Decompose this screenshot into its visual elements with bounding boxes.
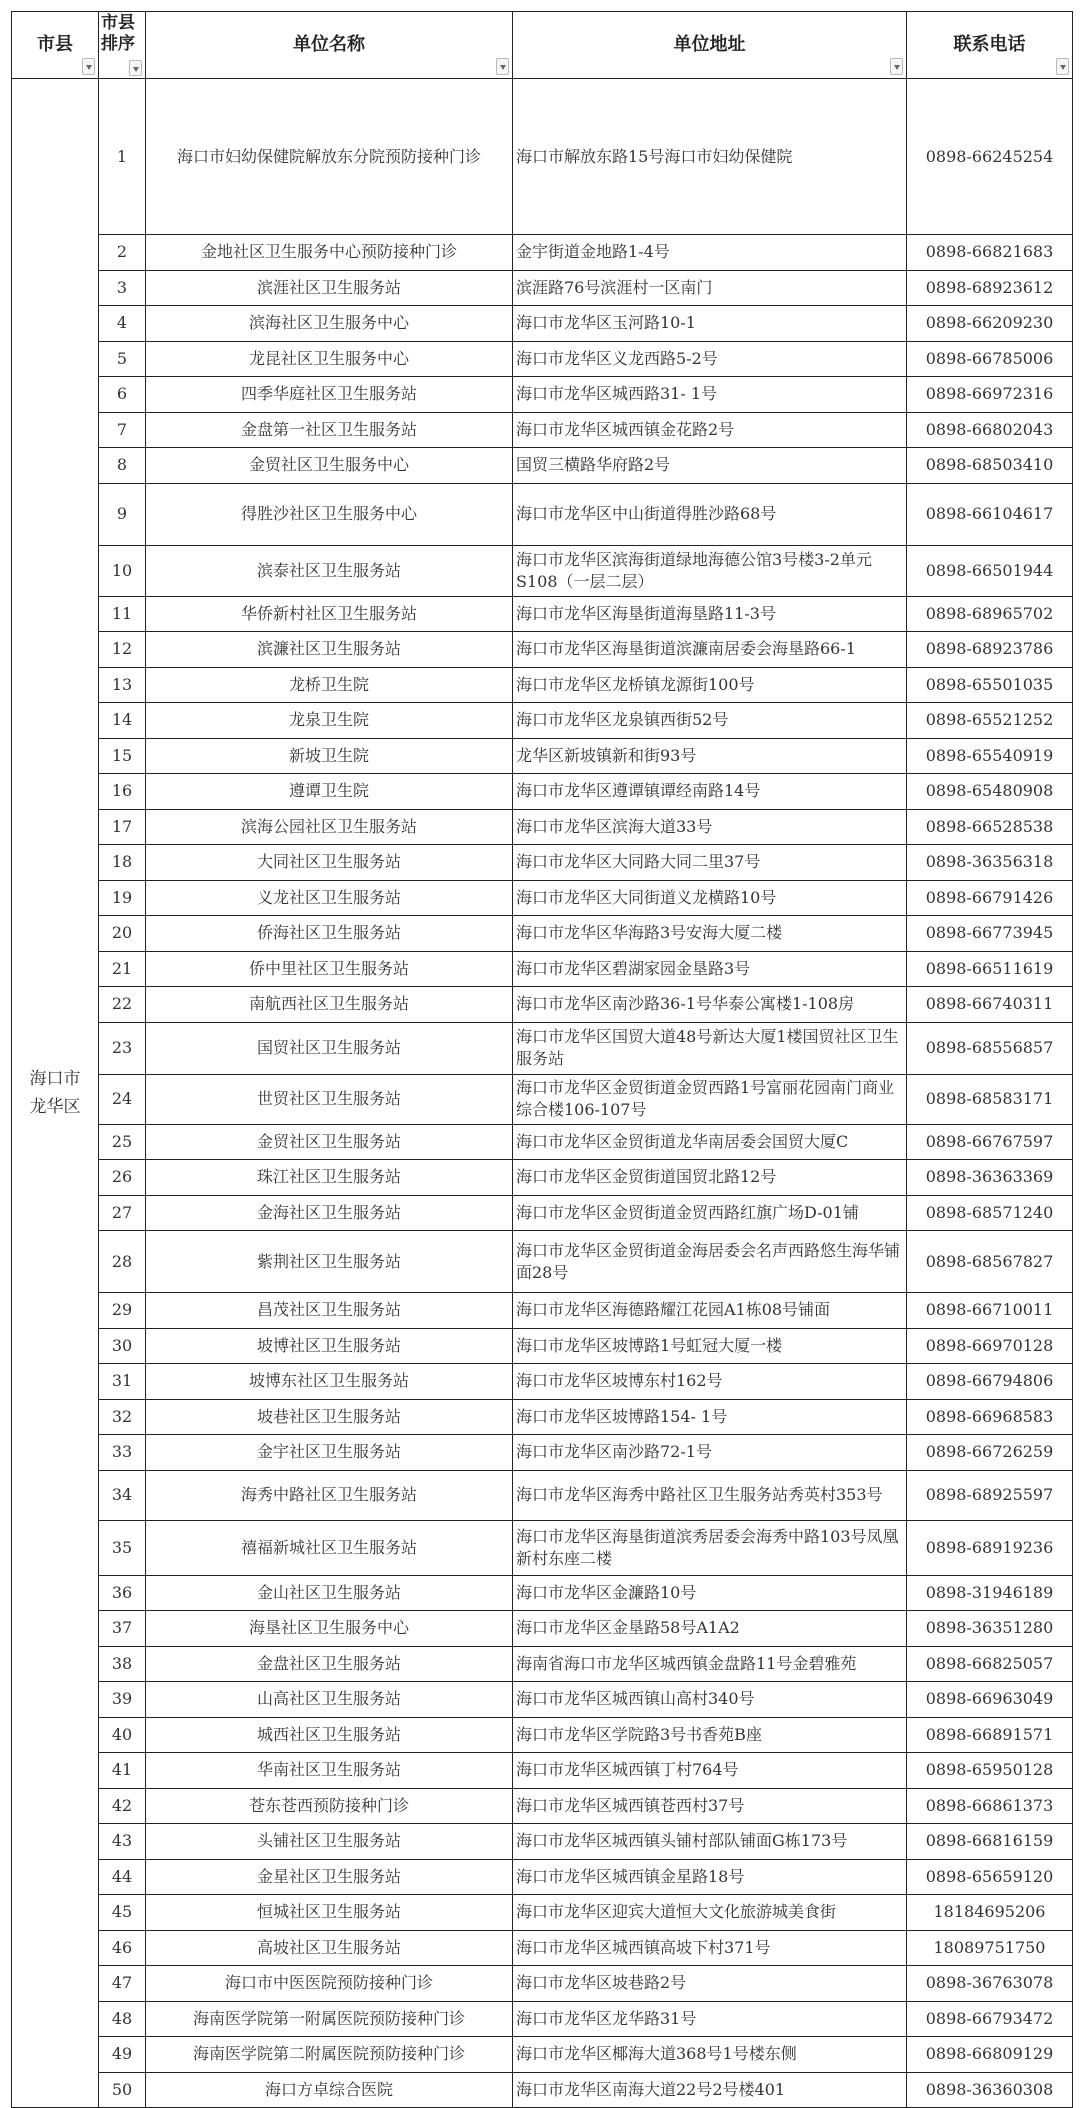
phone-cell: 0898-66972316 <box>907 377 1073 413</box>
unit-name-cell: 龙昆社区卫生服务中心 <box>146 341 513 377</box>
header-name: 单位名称 <box>146 12 513 79</box>
address-cell: 海口市龙华区义龙西路5-2号 <box>513 341 907 377</box>
order-cell: 22 <box>99 987 146 1023</box>
order-cell: 20 <box>99 916 146 952</box>
phone-cell: 0898-68923786 <box>907 632 1073 668</box>
unit-name-cell: 侨中里社区卫生服务站 <box>146 951 513 987</box>
address-cell: 海口市龙华区国贸大道48号新达大厦1楼国贸社区卫生服务站 <box>513 1022 907 1074</box>
table-row <box>12 667 1073 703</box>
table-row <box>12 1293 1073 1329</box>
order-cell: 44 <box>99 1859 146 1895</box>
table-row <box>12 412 1073 448</box>
unit-name-cell: 滨海社区卫生服务中心 <box>146 306 513 342</box>
table-row <box>12 341 1073 377</box>
table-row <box>12 738 1073 774</box>
phone-cell: 0898-66773945 <box>907 916 1073 952</box>
order-cell: 19 <box>99 880 146 916</box>
address-cell: 海口市龙华区城西镇金花路2号 <box>513 412 907 448</box>
table-row <box>12 809 1073 845</box>
table-row <box>12 448 1073 484</box>
unit-name-cell: 海口市中医医院预防接种门诊 <box>146 1966 513 2002</box>
order-cell: 23 <box>99 1022 146 1074</box>
address-cell: 海口市龙华区海垦街道滨秀居委会海秀中路103号凤凰新村东座二楼 <box>513 1520 907 1575</box>
unit-name-cell: 金贸社区卫生服务站 <box>146 1124 513 1160</box>
order-cell: 45 <box>99 1895 146 1931</box>
table-row <box>12 1435 1073 1471</box>
unit-name-cell: 新坡卫生院 <box>146 738 513 774</box>
table-row <box>12 1682 1073 1718</box>
header-address: 单位地址 <box>513 12 907 79</box>
address-cell: 海口市龙华区遵谭镇谭经南路14号 <box>513 774 907 810</box>
unit-name-cell: 坡博社区卫生服务站 <box>146 1328 513 1364</box>
unit-name-cell: 金山社区卫生服务站 <box>146 1575 513 1611</box>
address-cell: 海口市龙华区大同路大同二里37号 <box>513 845 907 881</box>
address-cell: 海口市龙华区金贸街道金贸西路红旗广场D-01铺 <box>513 1195 907 1231</box>
unit-name-cell: 世贸社区卫生服务站 <box>146 1074 513 1124</box>
filter-dropdown-icon[interactable] <box>82 58 95 75</box>
order-cell: 35 <box>99 1520 146 1575</box>
phone-cell: 0898-65659120 <box>907 1859 1073 1895</box>
order-cell: 42 <box>99 1788 146 1824</box>
unit-name-cell: 金盘第一社区卫生服务站 <box>146 412 513 448</box>
phone-cell: 0898-66501944 <box>907 545 1073 596</box>
phone-cell: 0898-66511619 <box>907 951 1073 987</box>
filter-dropdown-icon[interactable] <box>496 58 509 75</box>
address-cell: 海口市龙华区海秀中路社区卫生服务站秀英村353号 <box>513 1470 907 1520</box>
unit-name-cell: 金贸社区卫生服务中心 <box>146 448 513 484</box>
order-cell: 46 <box>99 1930 146 1966</box>
phone-cell: 0898-65501035 <box>907 667 1073 703</box>
table-body <box>12 79 1073 2108</box>
unit-name-cell: 恒城社区卫生服务站 <box>146 1895 513 1931</box>
unit-name-cell: 紫荆社区卫生服务站 <box>146 1231 513 1293</box>
order-cell: 49 <box>99 2037 146 2073</box>
order-cell: 13 <box>99 667 146 703</box>
order-cell: 5 <box>99 341 146 377</box>
order-cell: 15 <box>99 738 146 774</box>
order-cell: 11 <box>99 596 146 632</box>
order-cell: 43 <box>99 1824 146 1860</box>
phone-cell: 0898-66726259 <box>907 1435 1073 1471</box>
address-cell: 海口市龙华区坡巷路2号 <box>513 1966 907 2002</box>
phone-cell: 0898-66528538 <box>907 809 1073 845</box>
unit-name-cell: 昌茂社区卫生服务站 <box>146 1293 513 1329</box>
unit-name-cell: 海南医学院第一附属医院预防接种门诊 <box>146 2001 513 2037</box>
unit-name-cell: 金海社区卫生服务站 <box>146 1195 513 1231</box>
unit-name-cell: 海南医学院第二附属医院预防接种门诊 <box>146 2037 513 2073</box>
clinic-table <box>11 11 1073 2108</box>
table-row <box>12 270 1073 306</box>
phone-cell: 0898-66861373 <box>907 1788 1073 1824</box>
order-cell: 48 <box>99 2001 146 2037</box>
unit-name-cell: 国贸社区卫生服务站 <box>146 1022 513 1074</box>
unit-name-cell: 珠江社区卫生服务站 <box>146 1160 513 1196</box>
address-cell: 海口市龙华区海垦街道海垦路11-3号 <box>513 596 907 632</box>
phone-cell: 18184695206 <box>907 1895 1073 1931</box>
address-cell: 海口市龙华区碧湖家园金垦路3号 <box>513 951 907 987</box>
phone-cell: 0898-66821683 <box>907 235 1073 271</box>
order-cell: 12 <box>99 632 146 668</box>
order-cell: 24 <box>99 1074 146 1124</box>
unit-name-cell: 头铺社区卫生服务站 <box>146 1824 513 1860</box>
address-cell: 海口市龙华区龙桥镇龙源街100号 <box>513 667 907 703</box>
address-cell: 海口市龙华区南沙路36-1号华泰公寓楼1-108房 <box>513 987 907 1023</box>
phone-cell: 0898-36363369 <box>907 1160 1073 1196</box>
unit-name-cell: 高坡社区卫生服务站 <box>146 1930 513 1966</box>
address-cell: 海口市龙华区学院路3号书香苑B座 <box>513 1717 907 1753</box>
unit-name-cell: 金地社区卫生服务中心预防接种门诊 <box>146 235 513 271</box>
unit-name-cell: 滨海公园社区卫生服务站 <box>146 809 513 845</box>
phone-cell: 0898-68583171 <box>907 1074 1073 1124</box>
phone-cell: 0898-68965702 <box>907 596 1073 632</box>
address-cell: 龙华区新坡镇新和街93号 <box>513 738 907 774</box>
unit-name-cell: 侨海社区卫生服务站 <box>146 916 513 952</box>
order-cell: 47 <box>99 1966 146 2002</box>
unit-name-cell: 华南社区卫生服务站 <box>146 1753 513 1789</box>
address-cell: 海口市龙华区海垦街道滨濂南居委会海垦路66-1 <box>513 632 907 668</box>
filter-dropdown-icon[interactable] <box>129 60 142 76</box>
table-row <box>12 1399 1073 1435</box>
order-cell: 16 <box>99 774 146 810</box>
order-cell: 14 <box>99 703 146 739</box>
address-cell: 海口市龙华区坡博路154- 1号 <box>513 1399 907 1435</box>
order-cell: 33 <box>99 1435 146 1471</box>
phone-cell: 0898-66209230 <box>907 306 1073 342</box>
phone-cell: 0898-66245254 <box>907 79 1073 235</box>
address-cell: 滨涯路76号滨涯村一区南门 <box>513 270 907 306</box>
table-row <box>12 1520 1073 1575</box>
unit-name-cell: 金星社区卫生服务站 <box>146 1859 513 1895</box>
order-cell: 1 <box>99 79 146 235</box>
order-cell: 27 <box>99 1195 146 1231</box>
filter-dropdown-icon[interactable] <box>1056 58 1069 75</box>
phone-cell: 0898-66710011 <box>907 1293 1073 1329</box>
table-row <box>12 1824 1073 1860</box>
order-cell: 30 <box>99 1328 146 1364</box>
table-row <box>12 1646 1073 1682</box>
phone-cell: 0898-31946189 <box>907 1575 1073 1611</box>
table-row <box>12 845 1073 881</box>
address-cell: 海口市龙华区城西镇金星路18号 <box>513 1859 907 1895</box>
table-row <box>12 916 1073 952</box>
address-cell: 海口市龙华区大同街道义龙横路10号 <box>513 880 907 916</box>
unit-name-cell: 金盘社区卫生服务站 <box>146 1646 513 1682</box>
phone-cell: 0898-66785006 <box>907 341 1073 377</box>
table-row <box>12 1160 1073 1196</box>
unit-name-cell: 四季华庭社区卫生服务站 <box>146 377 513 413</box>
table-row <box>12 235 1073 271</box>
table-row <box>12 1195 1073 1231</box>
unit-name-cell: 华侨新村社区卫生服务站 <box>146 596 513 632</box>
table-row <box>12 377 1073 413</box>
phone-cell: 0898-66968583 <box>907 1399 1073 1435</box>
unit-name-cell: 坡博东社区卫生服务站 <box>146 1364 513 1400</box>
unit-name-cell: 禧福新城社区卫生服务站 <box>146 1520 513 1575</box>
address-cell: 海口市龙华区南海大道22号2号楼401 <box>513 2072 907 2108</box>
unit-name-cell: 金宇社区卫生服务站 <box>146 1435 513 1471</box>
unit-name-cell: 滨泰社区卫生服务站 <box>146 545 513 596</box>
order-cell: 37 <box>99 1611 146 1647</box>
table-row <box>12 1966 1073 2002</box>
unit-name-cell: 苍东苍西预防接种门诊 <box>146 1788 513 1824</box>
table-row <box>12 2072 1073 2108</box>
address-cell: 金宇街道金地路1-4号 <box>513 235 907 271</box>
table-row <box>12 2037 1073 2073</box>
address-cell: 海口市龙华区椰海大道368号1号楼东侧 <box>513 2037 907 2073</box>
address-cell: 海口市龙华区金贸街道金贸西路1号富丽花园南门商业综合楼106-107号 <box>513 1074 907 1124</box>
table-row <box>12 1753 1073 1789</box>
table-row <box>12 1575 1073 1611</box>
table-row <box>12 1717 1073 1753</box>
order-cell: 7 <box>99 412 146 448</box>
order-cell: 39 <box>99 1682 146 1718</box>
table-row <box>12 79 1073 235</box>
address-cell: 海口市龙华区金贸街道金海居委会名声西路悠生海华铺面28号 <box>513 1231 907 1293</box>
table-row <box>12 880 1073 916</box>
unit-name-cell: 海口市妇幼保健院解放东分院预防接种门诊 <box>146 79 513 235</box>
order-cell: 25 <box>99 1124 146 1160</box>
order-cell: 40 <box>99 1717 146 1753</box>
table-row <box>12 1895 1073 1931</box>
order-cell: 38 <box>99 1646 146 1682</box>
table-row <box>12 306 1073 342</box>
address-cell: 海口市龙华区华海路3号安海大厦二楼 <box>513 916 907 952</box>
address-cell: 海口市龙华区迎宾大道恒大文化旅游城美食街 <box>513 1895 907 1931</box>
phone-cell: 0898-66809129 <box>907 2037 1073 2073</box>
filter-dropdown-icon[interactable] <box>890 58 903 75</box>
phone-cell: 0898-66825057 <box>907 1646 1073 1682</box>
unit-name-cell: 滨濂社区卫生服务站 <box>146 632 513 668</box>
address-cell: 海口市龙华区玉河路10-1 <box>513 306 907 342</box>
unit-name-cell: 南航西社区卫生服务站 <box>146 987 513 1023</box>
address-cell: 海口市龙华区坡博路1号虹冠大厦一楼 <box>513 1328 907 1364</box>
table-row <box>12 1859 1073 1895</box>
order-cell: 3 <box>99 270 146 306</box>
phone-cell: 0898-65540919 <box>907 738 1073 774</box>
address-cell: 海口市龙华区城西镇高坡下村371号 <box>513 1930 907 1966</box>
unit-name-cell: 龙桥卫生院 <box>146 667 513 703</box>
unit-name-cell: 山高社区卫生服务站 <box>146 1682 513 1718</box>
phone-cell: 0898-66794806 <box>907 1364 1073 1400</box>
table-row <box>12 1470 1073 1520</box>
header-phone: 联系电话 <box>907 12 1073 79</box>
table-row <box>12 1124 1073 1160</box>
unit-name-cell: 义龙社区卫生服务站 <box>146 880 513 916</box>
header-order: 市县排序 <box>99 12 146 79</box>
phone-cell: 0898-66963049 <box>907 1682 1073 1718</box>
phone-cell: 0898-68925597 <box>907 1470 1073 1520</box>
address-cell: 国贸三横路华府路2号 <box>513 448 907 484</box>
phone-cell: 0898-68923612 <box>907 270 1073 306</box>
unit-name-cell: 遵谭卫生院 <box>146 774 513 810</box>
table-row <box>12 703 1073 739</box>
table-row <box>12 1611 1073 1647</box>
address-cell: 海南省海口市龙华区城西镇金盘路11号金碧雅苑 <box>513 1646 907 1682</box>
table-row <box>12 1328 1073 1364</box>
phone-cell: 0898-36351280 <box>907 1611 1073 1647</box>
unit-name-cell: 坡巷社区卫生服务站 <box>146 1399 513 1435</box>
address-cell: 海口市龙华区城西镇头铺村部队铺面G栋173号 <box>513 1824 907 1860</box>
phone-cell: 0898-65480908 <box>907 774 1073 810</box>
table-row <box>12 1788 1073 1824</box>
table-row <box>12 1231 1073 1293</box>
phone-cell: 0898-66793472 <box>907 2001 1073 2037</box>
table-row <box>12 1074 1073 1124</box>
unit-name-cell: 大同社区卫生服务站 <box>146 845 513 881</box>
phone-cell: 0898-68919236 <box>907 1520 1073 1575</box>
phone-cell: 0898-65950128 <box>907 1753 1073 1789</box>
table-row <box>12 1364 1073 1400</box>
phone-cell: 0898-65521252 <box>907 703 1073 739</box>
order-cell: 41 <box>99 1753 146 1789</box>
address-cell: 海口市龙华区金濂路10号 <box>513 1575 907 1611</box>
order-cell: 21 <box>99 951 146 987</box>
phone-cell: 0898-66791426 <box>907 880 1073 916</box>
order-cell: 2 <box>99 235 146 271</box>
address-cell: 海口市解放东路15号海口市妇幼保健院 <box>513 79 907 235</box>
order-cell: 26 <box>99 1160 146 1196</box>
table-row <box>12 596 1073 632</box>
address-cell: 海口市龙华区坡博东村162号 <box>513 1364 907 1400</box>
phone-cell: 0898-66802043 <box>907 412 1073 448</box>
phone-cell: 0898-66767597 <box>907 1124 1073 1160</box>
order-cell: 9 <box>99 483 146 545</box>
address-cell: 海口市龙华区南沙路72-1号 <box>513 1435 907 1471</box>
phone-cell: 0898-66816159 <box>907 1824 1073 1860</box>
address-cell: 海口市龙华区城西镇山高村340号 <box>513 1682 907 1718</box>
phone-cell: 0898-36763078 <box>907 1966 1073 2002</box>
unit-name-cell: 龙泉卫生院 <box>146 703 513 739</box>
phone-cell: 0898-36360308 <box>907 2072 1073 2108</box>
address-cell: 海口市龙华区龙泉镇西街52号 <box>513 703 907 739</box>
order-cell: 10 <box>99 545 146 596</box>
order-cell: 6 <box>99 377 146 413</box>
order-cell: 18 <box>99 845 146 881</box>
table-row <box>12 951 1073 987</box>
phone-cell: 18089751750 <box>907 1930 1073 1966</box>
order-cell: 29 <box>99 1293 146 1329</box>
address-cell: 海口市龙华区城西路31- 1号 <box>513 377 907 413</box>
phone-cell: 0898-66891571 <box>907 1717 1073 1753</box>
order-cell: 17 <box>99 809 146 845</box>
order-cell: 36 <box>99 1575 146 1611</box>
table-row <box>12 2001 1073 2037</box>
table-row <box>12 632 1073 668</box>
table-row <box>12 483 1073 545</box>
order-cell: 34 <box>99 1470 146 1520</box>
unit-name-cell: 得胜沙社区卫生服务中心 <box>146 483 513 545</box>
address-cell: 海口市龙华区滨海大道33号 <box>513 809 907 845</box>
order-cell: 4 <box>99 306 146 342</box>
order-cell: 32 <box>99 1399 146 1435</box>
unit-name-cell: 滨涯社区卫生服务站 <box>146 270 513 306</box>
phone-cell: 0898-68567827 <box>907 1231 1073 1293</box>
phone-cell: 0898-68571240 <box>907 1195 1073 1231</box>
header-city: 市县 <box>12 12 99 79</box>
unit-name-cell: 海垦社区卫生服务中心 <box>146 1611 513 1647</box>
address-cell: 海口市龙华区海德路耀江花园A1栋08号铺面 <box>513 1293 907 1329</box>
phone-cell: 0898-66104617 <box>907 483 1073 545</box>
table-row <box>12 1022 1073 1074</box>
table-row <box>12 987 1073 1023</box>
table-row <box>12 774 1073 810</box>
address-cell: 海口市龙华区金贸街道龙华南居委会国贸大厦C <box>513 1124 907 1160</box>
phone-cell: 0898-68503410 <box>907 448 1073 484</box>
order-cell: 50 <box>99 2072 146 2108</box>
order-cell: 28 <box>99 1231 146 1293</box>
unit-name-cell: 海口方卓综合医院 <box>146 2072 513 2108</box>
order-cell: 31 <box>99 1364 146 1400</box>
phone-cell: 0898-66970128 <box>907 1328 1073 1364</box>
address-cell: 海口市龙华区城西镇苍西村37号 <box>513 1788 907 1824</box>
address-cell: 海口市龙华区城西镇丁村764号 <box>513 1753 907 1789</box>
table-row <box>12 545 1073 596</box>
phone-cell: 0898-68556857 <box>907 1022 1073 1074</box>
header-row <box>12 12 1073 79</box>
phone-cell: 0898-36356318 <box>907 845 1073 881</box>
address-cell: 海口市龙华区中山街道得胜沙路68号 <box>513 483 907 545</box>
address-cell: 海口市龙华区滨海街道绿地海德公馆3号楼3-2单元S108（一层二层） <box>513 545 907 596</box>
address-cell: 海口市龙华区金贸街道国贸北路12号 <box>513 1160 907 1196</box>
unit-name-cell: 城西社区卫生服务站 <box>146 1717 513 1753</box>
address-cell: 海口市龙华区龙华路31号 <box>513 2001 907 2037</box>
address-cell: 海口市龙华区金垦路58号A1A2 <box>513 1611 907 1647</box>
city-cell: 海口市龙华区 <box>12 79 99 2108</box>
unit-name-cell: 海秀中路社区卫生服务站 <box>146 1470 513 1520</box>
phone-cell: 0898-66740311 <box>907 987 1073 1023</box>
order-cell: 8 <box>99 448 146 484</box>
table-row <box>12 1930 1073 1966</box>
